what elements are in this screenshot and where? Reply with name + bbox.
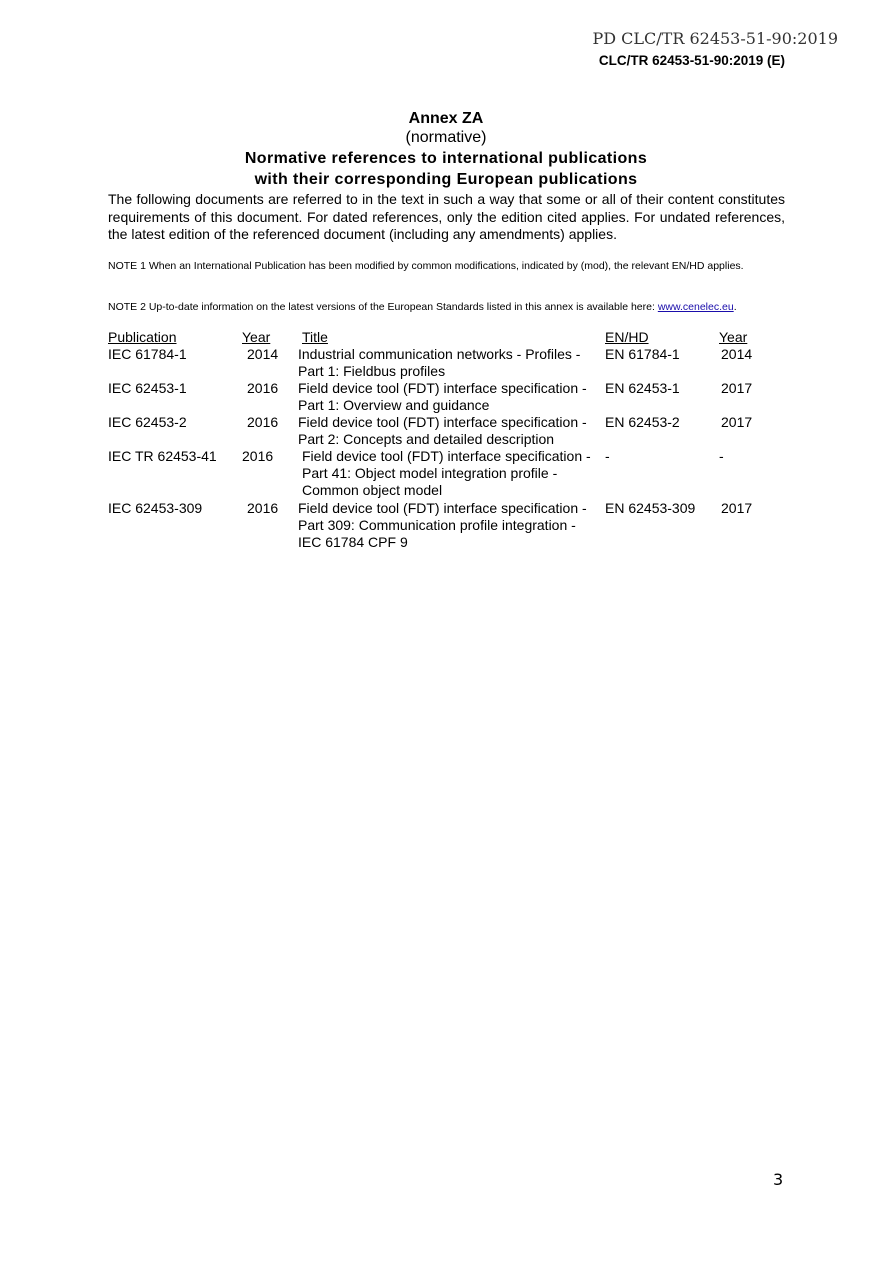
table-header-row bbox=[108, 329, 788, 346]
cell-enhd: EN 62453-2 bbox=[605, 414, 680, 430]
annex-heading-line1: Normative references to international publications bbox=[244, 150, 648, 167]
cell-enhd: EN 62453-1 bbox=[605, 380, 680, 396]
header-year2: Year bbox=[719, 329, 748, 345]
annex-title: Annex ZA bbox=[408, 110, 484, 127]
table-row bbox=[108, 346, 788, 380]
cell-year: 2016 bbox=[247, 414, 279, 430]
note-1: NOTE 1 When an International Publication has been modified by common modifications, indicated by (mod), the relevant EN/HD applies. bbox=[108, 260, 744, 272]
cell-enhd: EN 61784-1 bbox=[605, 346, 680, 362]
table-row bbox=[108, 414, 788, 448]
page-number: 3 bbox=[773, 1170, 784, 1189]
cell-year: 2014 bbox=[247, 346, 279, 362]
cell-year2: 2017 bbox=[721, 500, 753, 516]
header-title: Title bbox=[302, 329, 328, 345]
cell-publication: IEC TR 62453-41 bbox=[108, 448, 217, 464]
table-row bbox=[108, 448, 788, 500]
annex-subtitle: (normative) bbox=[405, 129, 487, 146]
header-publication: Publication bbox=[108, 329, 177, 345]
note-2-text: NOTE 2 Up-to-date information on the latest versions of the European Standards listed in this annex is available here: bbox=[108, 301, 655, 313]
cell-year2: 2017 bbox=[721, 414, 753, 430]
references-table bbox=[108, 329, 788, 552]
cell-title: Field device tool (FDT) interface specification - Part 2: Concepts and detailed description bbox=[298, 414, 587, 447]
cell-title: Field device tool (FDT) interface specification - Part 1: Overview and guidance bbox=[298, 380, 587, 413]
cell-year: 2016 bbox=[247, 380, 279, 396]
document-id-header: PD CLC/TR 62453-51-90:2019 bbox=[592, 29, 838, 48]
cell-publication: IEC 62453-309 bbox=[108, 500, 203, 516]
cell-enhd: EN 62453-309 bbox=[605, 500, 696, 516]
cell-title: Field device tool (FDT) interface specification - Part 309: Communication profile integration - IEC 61784 CPF 9 bbox=[298, 500, 587, 550]
table-row bbox=[108, 500, 788, 552]
document-id-subheader: CLC/TR 62453-51-90:2019 (E) bbox=[598, 53, 785, 68]
header-year: Year bbox=[242, 329, 271, 345]
note-2 bbox=[108, 301, 785, 314]
cell-title: Field device tool (FDT) interface specification - Part 41: Object model integration profile - Common object model bbox=[302, 448, 591, 498]
note-2-end: . bbox=[733, 301, 737, 313]
cell-year: 2016 bbox=[242, 448, 274, 464]
cell-year: 2016 bbox=[247, 500, 279, 516]
cenelec-link[interactable]: www.cenelec.eu bbox=[657, 301, 734, 313]
intro-paragraph: The following documents are referred to in the text in such a way that some or all of their content constitutes requirements of this document. For dated references, only the edition cited applies. For undated references, the latest edition of the referenced document (including any amendments) applies. bbox=[108, 191, 785, 242]
cell-publication: IEC 62453-2 bbox=[108, 414, 187, 430]
cell-enhd: - bbox=[605, 448, 610, 464]
table-row bbox=[108, 380, 788, 414]
annex-heading-line2: with their corresponding European publications bbox=[254, 171, 638, 188]
cell-publication: IEC 61784-1 bbox=[108, 346, 187, 362]
cell-year2: - bbox=[719, 448, 724, 464]
cell-title: Industrial communication networks - Profiles - Part 1: Fieldbus profiles bbox=[298, 346, 581, 379]
cell-year2: 2017 bbox=[721, 380, 753, 396]
cell-publication: IEC 62453-1 bbox=[108, 380, 187, 396]
header-enhd: EN/HD bbox=[605, 329, 649, 345]
cell-year2: 2014 bbox=[721, 346, 753, 362]
